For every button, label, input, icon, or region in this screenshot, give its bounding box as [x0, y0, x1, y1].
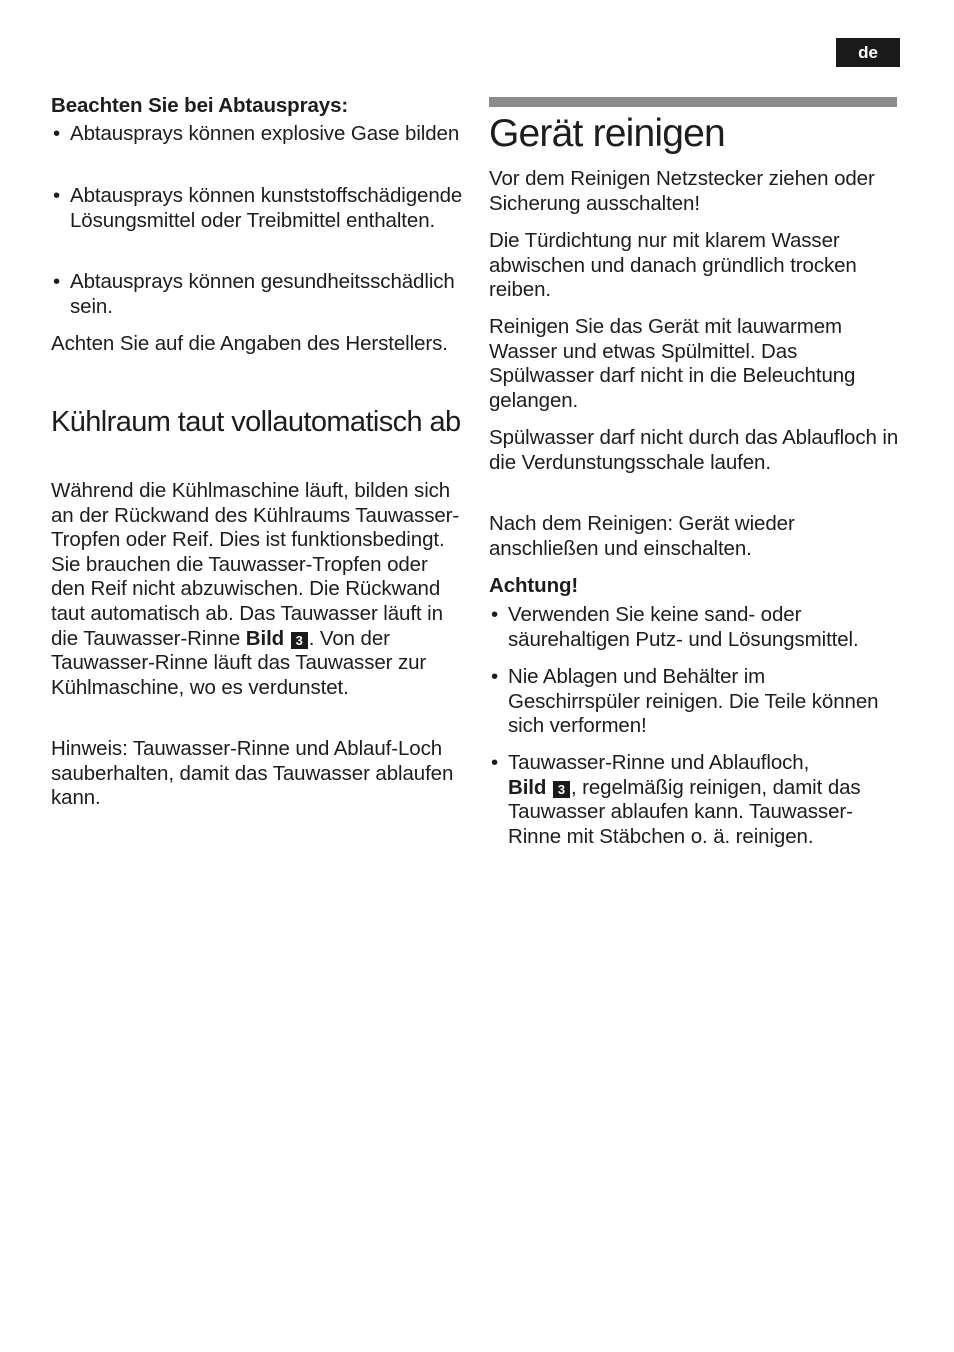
- notice-bullet-1: • Abtausprays können explosive Gase bilden: [51, 122, 465, 147]
- cooling-defrost-text-1: Während die Kühlmaschine läuft, bilden sich an der Rückwand des Kühlraums Tauwasser-Tropfen oder Reif. Dies ist funktionsbedingt. Sie brauchen die Tauwasser-Tropfen oder den Reif nicht abzuwischen. Die Rückwand taut automatisch ab. Das Tauwasser läuft in die Tauwasser-Rinne: [51, 479, 460, 650]
- cleaning-paragraph-2: Die Türdichtung nur mit klarem Wasser abwischen und danach gründlich trocken reiben.: [489, 229, 857, 302]
- notice-bullet-2: • Abtausprays können kunststoffschädigende Lösungsmittel oder Treibmittel enthalten.: [51, 184, 465, 233]
- caution-bullet-2: • Nie Ablagen und Behälter im Geschirrspüler reinigen. Die Teile können sich verformen!: [489, 665, 899, 739]
- caution-heading: Achtung!: [489, 574, 579, 597]
- figure-number-badge: 3: [553, 781, 570, 798]
- cleaning-paragraph-3: Reinigen Sie das Gerät mit lauwarmem Wasser und etwas Spülmittel. Das Spülwasser darf nicht in die Beleuchtung gelangen.: [489, 315, 856, 412]
- figure-reference-word: Bild: [245, 626, 285, 650]
- caution-bullet-3-text-2: , regelmäßig reinigen, damit das Tauwasser ablaufen kann. Tauwasser-Rinne mit Stäbchen o. ä. reinigen.: [508, 775, 861, 848]
- figure-reference-word: Bild: [508, 775, 547, 799]
- cooling-defrost-paragraph: [51, 479, 465, 700]
- cooling-defrost-text-2: . Von der Tauwasser-Rinne läuft das Tauwasser zur Kühlmaschine, wo es verdunstet.: [51, 626, 427, 699]
- language-badge: de: [836, 38, 900, 67]
- section-title-cooling-defrost: Kühlraum taut vollautomatisch ab: [51, 406, 461, 438]
- cleaning-paragraph-5: Nach dem Reinigen: Gerät wieder anschließen und einschalten.: [489, 512, 795, 560]
- cleaning-paragraph-4: Spülwasser darf nicht durch das Ablaufloch in die Verdunstungsschale laufen.: [489, 426, 899, 474]
- figure-number-badge: 3: [291, 632, 308, 649]
- notice-footer: Achten Sie auf die Angaben des Herstellers.: [51, 332, 448, 355]
- section-title-cleaning: Gerät reinigen: [489, 112, 725, 155]
- cooling-defrost-hint: Hinweis: Tauwasser-Rinne und Ablauf-Loch sauberhalten, damit das Tauwasser ablaufen kann.: [51, 737, 454, 810]
- cleaning-paragraph-1: Vor dem Reinigen Netzstecker ziehen oder Sicherung ausschalten!: [489, 167, 875, 215]
- notice-bullet-3: • Abtausprays können gesundheitsschädlich sein.: [51, 270, 465, 319]
- caution-bullet-3-text-1: Tauwasser-Rinne und Ablaufloch,: [508, 751, 810, 774]
- section-divider-bar: [489, 97, 897, 107]
- caution-bullet-1: • Verwenden Sie keine sand- oder säurehaltigen Putz- und Lösungsmittel.: [489, 603, 899, 652]
- defrost-spray-notice-heading: Beachten Sie bei Abtausprays:: [51, 94, 349, 117]
- caution-bullet-3: [489, 751, 899, 849]
